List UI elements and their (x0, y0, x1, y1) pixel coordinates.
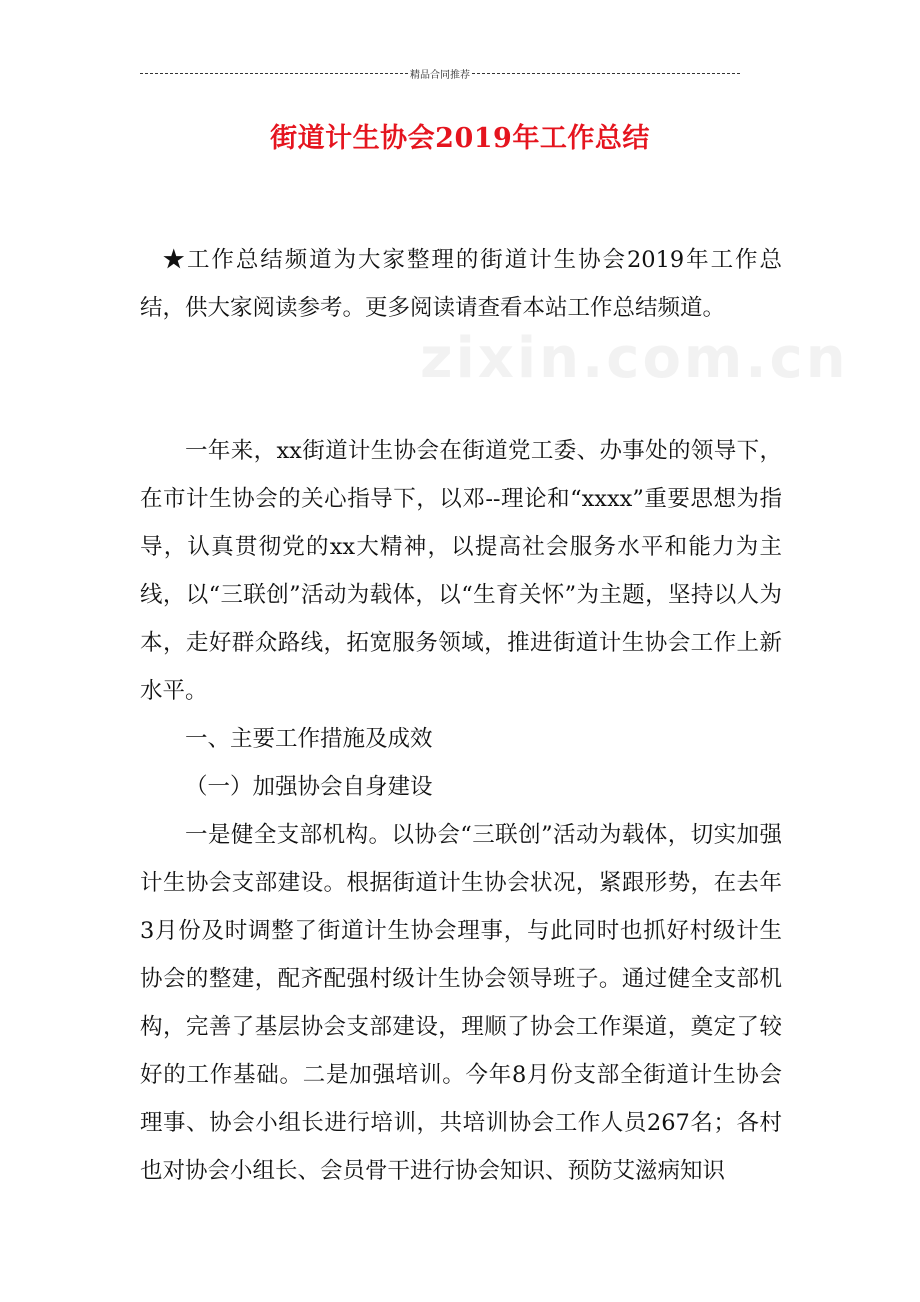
main-body (140, 427, 782, 1195)
intro-section (140, 236, 782, 332)
header-dash-left (140, 73, 408, 74)
page-header (140, 66, 740, 81)
header-label: 精品合同推荐 (410, 70, 470, 81)
body-paragraph: 一是健全支部机构。以协会“三联创”活动为载体，切实加强计生协会支部建设。根据街道计生协会状况，紧跟形势，在去年3月份及时调整了街道计生协会理事，与此同时也抓好村级计生协会的整建，配齐配强村级计生协会领导班子。通过健全支部机构，完善了基层协会支部建设，理顺了协会工作渠道，奠定了较好的工作基础。二是加强培训。今年8月份支部全街道计生协会理事、协会小组长进行培训，共培训协会工作人员267名；各村也对协会小组长、会员骨干进行协会知识、预防艾滋病知识 (140, 822, 782, 1184)
body-paragraph: 一年来，xx街道计生协会在街道党工委、办事处的领导下，在市计生协会的关心指导下，以邓--理论和“xxxx”重要思想为指导，认真贯彻党的xx大精神，以提高社会服务水平和能力为主线，以“三联创”活动为载体，以“生育关怀”为主题，坚持以人为本，走好群众路线，拓宽服务领域，推进街道计生协会工作上新水平。 (140, 438, 782, 704)
intro-paragraph: ★工作总结频道为大家整理的街道计生协会2019年工作总结，供大家阅读参考。更多阅读请查看本站工作总结频道。 (140, 247, 782, 321)
document-title: 街道计生协会2019年工作总结 (270, 123, 650, 154)
section-heading: 一、主要工作措施及成效 (185, 726, 433, 752)
header-dash-right (472, 73, 740, 74)
watermark: zixin.com.cn (420, 326, 849, 391)
subsection-heading: （一）加强协会自身建设 (185, 774, 433, 800)
